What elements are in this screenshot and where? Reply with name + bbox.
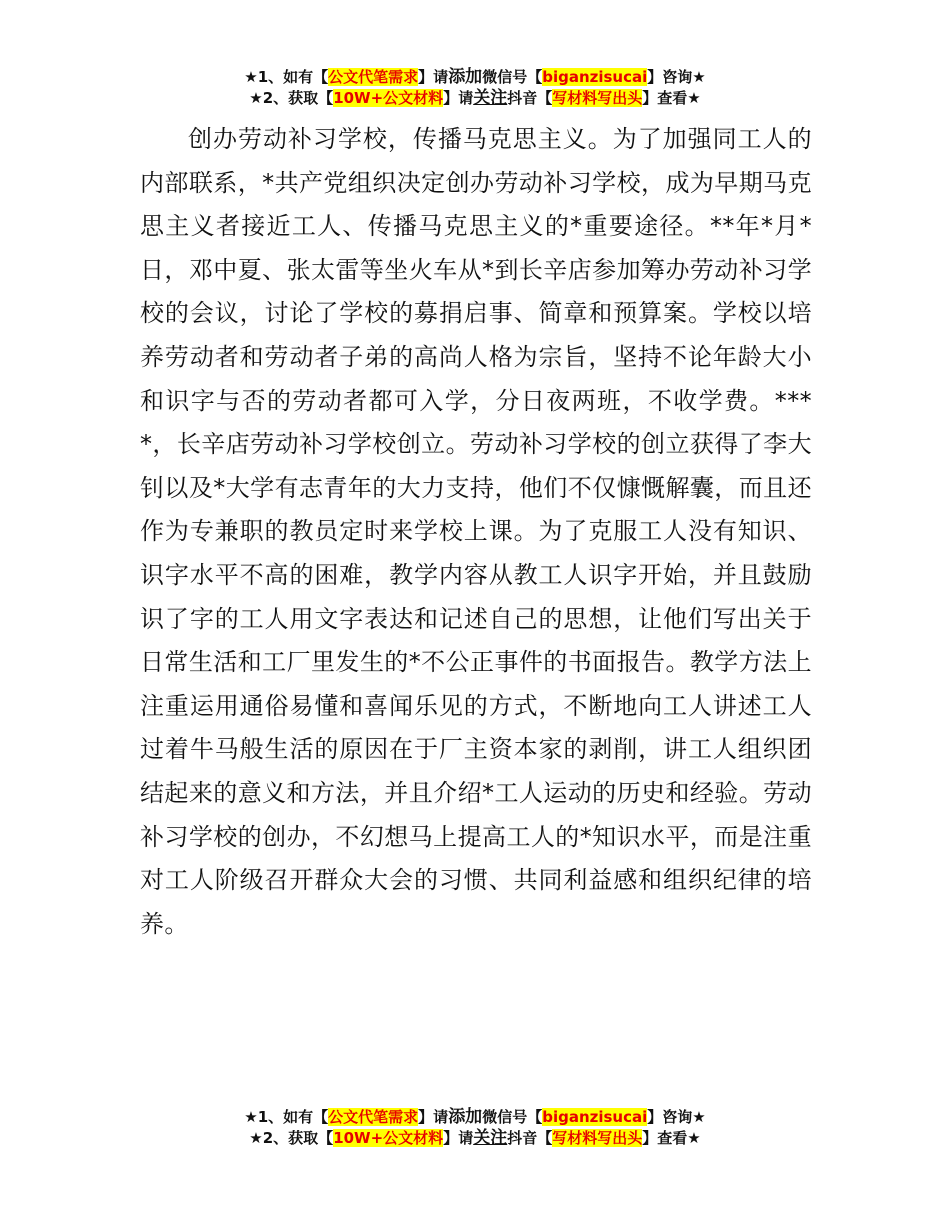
body-paragraph: 创办劳动补习学校，传播马克思主义。为了加强同工人的内部联系，*共产党组织决定创办劳动补习学校，成为早期马克思主义者接近工人、传播马克思主义的*重要途径。**年*月*日，邓中夏、张太雷等坐火车从*到长辛店参加筹办劳动补习学校的会议，讨论了学校的募捐启事、简章和预算案。学校以培养劳动者和劳动者子弟的高尚人格为宗旨，坚持不论年龄大小和识字与否的劳动者都可入学，分日夜两班，不收学费。****，长辛店劳动补习学校创立。劳动补习学校的创立获得了李大钊以及*大学有志青年的大力支持，他们不仅慷慨解囊，而且还作为专兼职的教员定时来学校上课。为了克服工人没有知识、识字水平不高的困难，教学内容从教工人识字开始，并且鼓励识了字的工人用文字表达和记述自己的思想，让他们写出关于日常生活和工厂里发生的*不公正事件的书面报告。教学方法上注重运用通俗易懂和喜闻乐见的方式，不断地向工人讲述工人过着牛马般生活的原因在于厂主资本家的剥削，讲工人组织团结起来的意义和方法，并且介绍*工人运动的历史和经验。劳动补习学校的创办，不幻想马上提高工人的*知识水平，而是注重对工人阶级召开群众大会的习惯、共同利益感和组织纪律的培养。 [140, 125, 812, 938]
banner-line-1 [0, 67, 950, 88]
footer-line-2-suffix: 】查看★ [642, 1129, 701, 1147]
footer-line-1-prefix: ★1、如有【 [244, 1108, 329, 1126]
footer-highlight-wechat-id: biganzisucai [542, 1108, 648, 1126]
footer-banner-line-2 [0, 1128, 950, 1149]
banner-highlight-service: 公文代笔需求 [328, 68, 419, 86]
banner-line-2 [0, 88, 950, 109]
banner-line-2-prefix: ★2、获取【 [249, 89, 334, 107]
footer-line-1-middle-a: 】请 [418, 1108, 449, 1126]
footer-emphasis-follow: 关注 [473, 1128, 508, 1148]
banner-highlight-douyin-id: 写材料写出头 [552, 89, 643, 107]
banner-highlight-materials: 10W+公文材料 [333, 89, 444, 107]
footer-line-2-prefix: ★2、获取【 [249, 1129, 334, 1147]
footer-highlight-douyin-id: 写材料写出头 [552, 1129, 643, 1147]
footer-line-1-middle-b: 微信号【 [482, 1108, 543, 1126]
banner-emphasis-add: 添加 [448, 67, 483, 87]
document-body [140, 118, 812, 946]
footer-line-1-suffix: 】咨询★ [647, 1108, 706, 1126]
banner-line-1-suffix: 】咨询★ [647, 68, 706, 86]
banner-emphasis-follow: 关注 [473, 88, 508, 108]
banner-line-1-prefix: ★1、如有【 [244, 68, 329, 86]
footer-line-2-middle-b: 抖音【 [507, 1129, 553, 1147]
footer-banner-line-1 [0, 1107, 950, 1128]
header-banner [0, 67, 950, 109]
footer-highlight-materials: 10W+公文材料 [333, 1129, 444, 1147]
footer-line-2-middle-a: 】请 [443, 1129, 474, 1147]
banner-line-1-middle-a: 】请 [418, 68, 449, 86]
banner-line-2-middle-b: 抖音【 [507, 89, 553, 107]
footer-highlight-service: 公文代笔需求 [328, 1108, 419, 1126]
banner-line-1-middle-b: 微信号【 [482, 68, 543, 86]
banner-line-2-middle-a: 】请 [443, 89, 474, 107]
banner-line-2-suffix: 】查看★ [642, 89, 701, 107]
footer-banner [0, 1107, 950, 1149]
banner-highlight-wechat-id: biganzisucai [542, 68, 648, 86]
footer-emphasis-add: 添加 [448, 1107, 483, 1127]
